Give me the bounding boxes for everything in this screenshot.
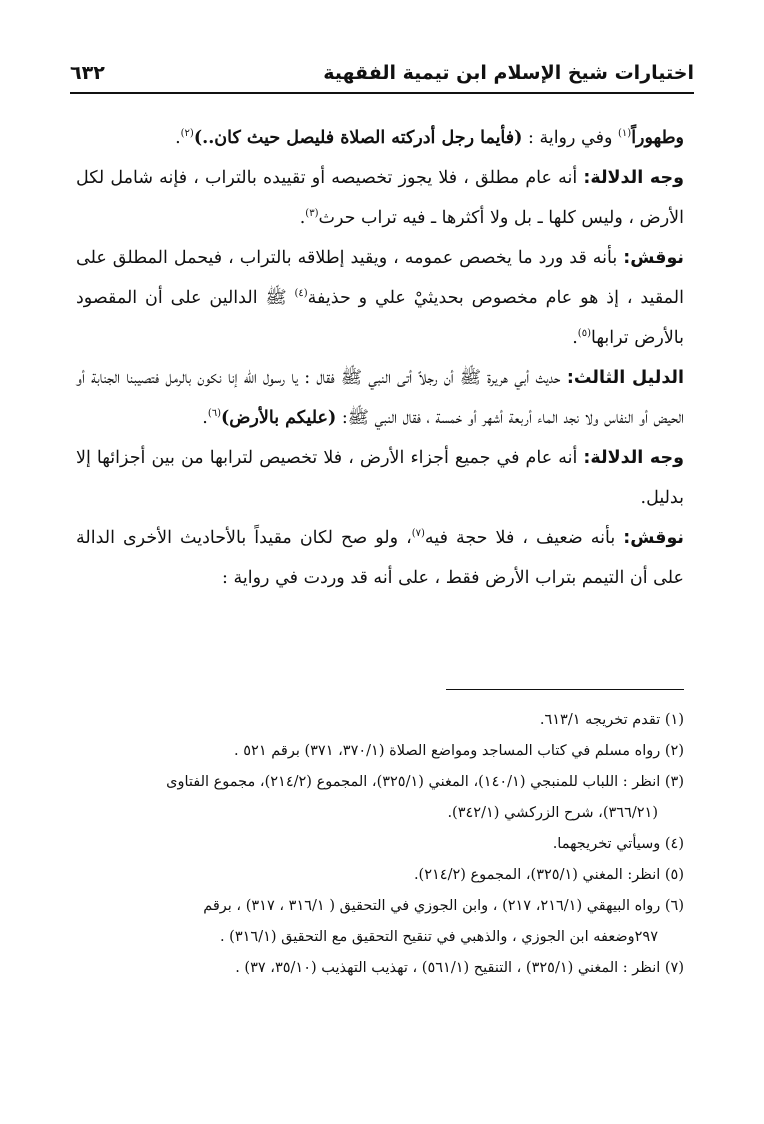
paragraph-6 xyxy=(76,518,684,598)
quote-fragment: وطهوراً xyxy=(631,128,684,148)
section-lead: نوقش: xyxy=(623,528,684,548)
footnote-3-continued: (٣٦٦/٢١)، شرح الزركشي (٣٤٢/١). xyxy=(447,805,658,821)
paragraph-text: بأنه قد ورد ما يخصص عمومه ، ويقيد إطلاقه بالتراب ، فيحمل المطلق على المقيد ، إذ هو عام مخصوص بحديثيْ علي و حذيفة xyxy=(76,248,684,308)
footnote-1: (١) تقدم تخريجه ٦١٣/١. xyxy=(539,712,684,728)
page-number: ٦٣٢ xyxy=(70,62,105,84)
hadith-quote: (فأيما رجل أدركته الصلاة فليصل حيث كان..) xyxy=(193,128,523,148)
punctuation: . xyxy=(572,328,578,348)
footnote-ref: (٢) xyxy=(180,128,194,140)
punctuation: . xyxy=(175,128,181,148)
section-lead: وجه الدلالة: xyxy=(583,168,684,188)
footnote-ref: (٣) xyxy=(305,208,319,220)
footnotes xyxy=(76,705,684,984)
main-text xyxy=(76,118,684,598)
paragraph-4 xyxy=(76,358,684,438)
paragraph-text: بأنه ضعيف ، فلا حجة فيه xyxy=(424,528,624,548)
paragraph-text: ﷺ الدالين على أن المقصود بالأرض ترابها xyxy=(76,288,684,348)
section-lead: وجه الدلالة: xyxy=(583,448,684,468)
paragraph-text: وفي رواية : xyxy=(522,128,618,148)
section-lead: الدليل الثالث: xyxy=(566,368,684,388)
paragraph-text: حديث أبي هريرة ﷺ أن رجلاً أتى النبي ﷺ فقال : يا رسول الله إنا نكون بالرمل فتصيبنا الجنابة أو الحيض أو النفاس ولا نجد الماء أربعة أشهر أو خمسة ، فقال النبي ﷺ: xyxy=(76,368,684,428)
punctuation: . xyxy=(202,408,208,428)
paragraph-3 xyxy=(76,238,684,358)
section-lead: نوقش: xyxy=(623,248,684,268)
footnote-divider xyxy=(446,689,684,690)
paragraph-5 xyxy=(76,438,684,518)
paragraph-text: ، ولو صح لكان مقيداً بالأحاديث الأخرى الدالة على أن التيمم بتراب الأرض فقط ، على أنه قد وردت في رواية : xyxy=(76,528,684,588)
header-title: اختيارات شيخ الإسلام ابن تيمية الفقهية xyxy=(323,62,694,84)
footnote-4: (٤) وسيأتي تخريجهما. xyxy=(552,836,684,852)
footnote-ref: (٤) xyxy=(294,288,308,300)
footnote-5: (٥) انظر: المغني (٣٢٥/١)، المجموع (٢١٤/٢). xyxy=(413,867,684,883)
footnote-7: (٧) انظر : المغني (٣٢٥/١) ، التنقيح (٥٦١/١) ، تهذيب التهذيب (٣٥/١٠، ٣٧) . xyxy=(235,960,684,976)
footnote-6-continued: ٢٩٧وضعفه ابن الجوزي ، والذهبي في تنقيح التحقيق مع التحقيق (٣١٦/١) . xyxy=(219,929,658,945)
paragraph-2 xyxy=(76,158,684,238)
paragraph-1 xyxy=(76,118,684,158)
footnote-2: (٢) رواه مسلم في كتاب المساجد ومواضع الصلاة (٣٧٠/١، ٣٧١) برقم ٥٢١ . xyxy=(234,743,684,759)
running-header xyxy=(70,62,694,94)
paragraph-text: أنه عام في جميع أجزاء الأرض ، فلا تخصيص لترابها من بين أجزائها إلا بدليل. xyxy=(76,448,684,508)
footnote-ref: (٦) xyxy=(207,408,221,420)
paragraph-text: أنه عام مطلق ، فلا يجوز تخصيصه أو تقييده بالتراب ، فإنه شامل لكل الأرض ، وليس كلها ـ بل ولا أكثرها ـ فيه تراب حرث xyxy=(76,168,684,228)
footnote-ref: (١) xyxy=(618,128,632,140)
footnote-ref: (٧) xyxy=(411,528,425,540)
footnote-ref: (٥) xyxy=(577,328,591,340)
footnote-6: (٦) رواه البيهقي (٢١٦/١، ٢١٧) ، وابن الجوزي في التحقيق ( ٣١٦/١ ، ٣١٧) ، برقم xyxy=(203,898,684,914)
hadith-quote: (عليكم بالأرض) xyxy=(221,408,337,428)
footnote-3: (٣) انظر : اللباب للمنبجي (١٤٠/١)، المغني (٣٢٥/١)، المجموع (٢١٤/٢)، مجموع الفتاوى xyxy=(166,774,684,790)
punctuation: . xyxy=(299,208,306,228)
